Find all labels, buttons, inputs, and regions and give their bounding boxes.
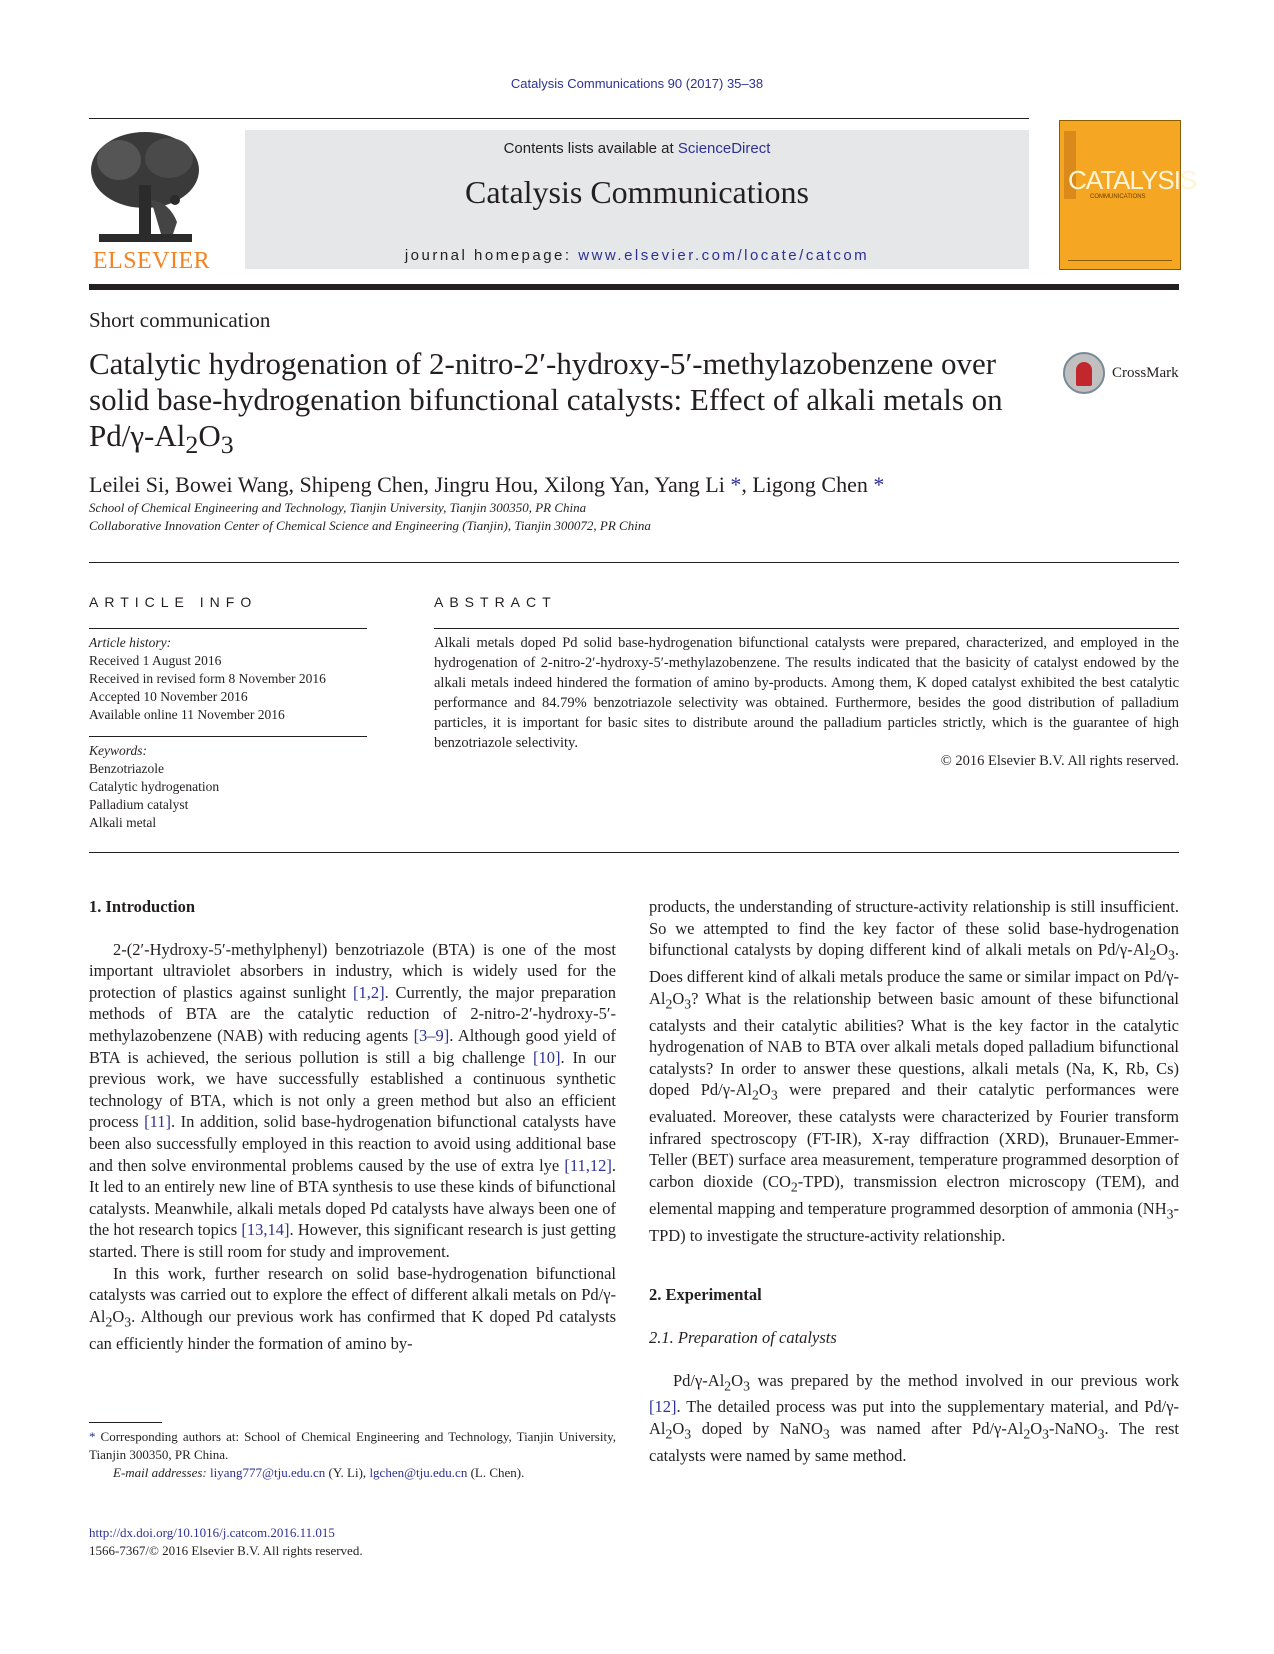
ref-link[interactable]: [3–9] [413, 1025, 450, 1045]
intro-paragraph-2: In this work, further research on solid base-hydrogenation bifunctional catalysts was carried out to explore the effect of different alkali metals on $Pd/\gamma-Al_2O_3$. Although our previous work has confirmed that K doped Pd catalysts can efficiently hinder the formation of amino by- [89, 1263, 616, 1353]
issn-line: 1566-7367/© 2016 Elsevier B.V. All rights reserved. [89, 1543, 363, 1558]
cover-title: CATALYSIS [1068, 165, 1197, 195]
email-footnote: E-mail addresses: liyang777@tju.edu.cn (Y. Li), lgchen@tju.edu.cn (L. Chen). [113, 1465, 525, 1480]
rule-below-abstract [89, 852, 1179, 853]
article-history [89, 634, 367, 724]
top-rule [89, 118, 1029, 119]
corresponding-star-1[interactable]: * [730, 472, 742, 497]
affiliation-2: Collaborative Innovation Center of Chemical Science and Engineering (Tianjin), Tianjin 300072, PR China [89, 518, 651, 533]
left-column [89, 896, 616, 1354]
elsevier-logo[interactable] [89, 130, 214, 274]
rule-above-info [89, 562, 1179, 563]
keyword-item: Benzotriazole [89, 761, 164, 776]
history-online: Available online 11 November 2016 [89, 707, 285, 722]
cover-subtitle: COMMUNICATIONS [1090, 194, 1146, 200]
elsevier-wordmark: ELSEVIER [92, 248, 211, 274]
journal-banner [245, 130, 1029, 269]
ref-link[interactable]: [12] [649, 1397, 677, 1417]
contents-line: Contents lists available at ScienceDirect [503, 140, 771, 157]
keywords-label: Keywords: [89, 743, 147, 758]
intro-heading: 1. Introduction [89, 897, 196, 916]
author-list: Leilei Si, Bowei Wang, Shipeng Chen, Jingru Hou, Xilong Yan, Yang Li *, Ligong Chen * [89, 472, 885, 497]
right-column [649, 896, 1179, 1467]
article-info-rule [89, 628, 367, 629]
crossmark-badge[interactable] [1063, 352, 1183, 398]
email-link-chen[interactable]: lgchen@tju.edu.cn [369, 1465, 468, 1480]
preparation-paragraph: $Pd/\gamma-Al_2O_3$ was prepared by the method involved in our previous work [12]. The detailed process was put into the supplementary material, and $Pd/\gamma-Al_2O_3$ doped by NaNO$_3$ was named after $Pd/\gamma-Al_2O_3-NaNO_3$. The rest catalysts were named by same method. [649, 1370, 1179, 1465]
history-revised: Received in revised form 8 November 2016 [89, 671, 326, 686]
doi-block [89, 1524, 363, 1560]
keyword-item: Catalytic hydrogenation [89, 779, 220, 794]
header-thick-rule [89, 284, 1179, 290]
journal-reference[interactable]: Catalysis Communications 90 (2017) 35–38 [510, 76, 764, 91]
affiliation-1: School of Chemical Engineering and Technology, Tianjin University, Tianjin 300350, PR China [89, 500, 587, 515]
crossmark-label: CrossMark [1112, 365, 1179, 381]
ref-link[interactable]: [10] [533, 1047, 561, 1067]
crossmark-icon [1063, 352, 1105, 394]
intro-paragraph-1: 2-(2′-Hydroxy-5′-methylphenyl) benzotriazole (BTA) is one of the most important ultraviolet absorbers in industry, which is widely used for the protection of plastics against sunlight [1,2]. Currently, the major preparation methods of BTA are the catalytic reduction of 2-nitro-2′-hydroxy-5′-methylazobenzene (NAB) with reducing agents [3–9]. Although good yield of BTA is achieved, the serious pollution is still a big challenge [10]. In our previous work, we have successfully established a continuous synthetic technology of BTA, which is not only a green method but also an efficient process [11]. In addition, solid base-hydrogenation bifunctional catalysts have been also successfully employed in this reaction to avoid using additional base and then solve environmental problems caused by the use of extra lye [11,12]. It led to an entirely new line of BTA synthesis to use these kinds of bifunctional catalysts. Meanwhile, alkali metals doped Pd catalysts have always been one of the hot research topics [13,14]. However, this significant research is just getting started. There is still room for study and improvement. [89, 939, 617, 1261]
history-received: Received 1 August 2016 [89, 653, 222, 668]
email-link-li[interactable]: liyang777@tju.edu.cn [210, 1465, 326, 1480]
article-title: Catalytic hydrogenation of 2-nitro-2′-hydroxy-5′-methylazobenzene over solid base-hydrogenation bifunctional catalysts: Effect of alkali metals on $Pd/\gamma-Al_2O_3$ [89, 346, 1003, 460]
ref-link[interactable]: [1,2] [353, 982, 385, 1002]
history-accepted: Accepted 10 November 2016 [89, 689, 248, 704]
keyword-item: Alkali metal [89, 815, 157, 830]
history-rule [89, 736, 367, 737]
keywords [89, 742, 367, 832]
ref-link[interactable]: [11] [144, 1112, 171, 1132]
abstract-copyright: © 2016 Elsevier B.V. All rights reserved. [940, 753, 1179, 769]
article-type: Short communication [89, 308, 271, 332]
journal-cover[interactable] [1059, 120, 1197, 270]
homepage-link[interactable]: www.elsevier.com/locate/catcom [578, 247, 870, 264]
abstract-text: Alkali metals doped Pd solid base-hydrogenation bifunctional catalysts were prepared, characterized, and employed in the hydrogenation of 2-nitro-2′-hydroxy-5′-methylazobenzene. The results indicated that the basicity of catalyst endowed by the alkali metals indeed hindered the formation of amino by-products. Among them, K doped catalyst exhibited the best catalytic performance and 84.79% benzotriazole selectivity was obtained. Furthermore, besides the good distribution of palladium particles, it is important for basic sites to distribute around the palladium particles strictly, which is the guarantee of high benzotriazole selectivity. [434, 635, 1179, 751]
cover-rule [1068, 260, 1172, 261]
experimental-heading: 2. Experimental [649, 1285, 762, 1305]
ref-link[interactable]: [13,14] [241, 1220, 290, 1240]
footnote [89, 1428, 616, 1482]
keyword-item: Palladium catalyst [89, 797, 189, 812]
elsevier-tree-icon [89, 130, 202, 244]
ref-link[interactable]: [11,12] [564, 1155, 612, 1175]
doi-link[interactable]: http://dx.doi.org/10.1016/j.catcom.2016.11.015 [89, 1525, 335, 1540]
corresponding-star-2[interactable]: * [873, 472, 885, 497]
abstract-rule [434, 628, 1179, 629]
preparation-subheading: 2.1. Preparation of catalysts [649, 1327, 837, 1347]
footnote-rule [89, 1422, 162, 1423]
abstract-heading: ABSTRACT [434, 594, 557, 610]
history-label: Article history: [89, 635, 172, 650]
intro-paragraph-2-cont: products, the understanding of structure-activity relationship is still insufficient. So we attempted to find the key factor of these solid base-hydrogenation bifunctional catalysts by doping different kind of alkali metals on $Pd/\gamma-Al_2O_3$. Does different kind of alkali metals produce the same or similar impact on $Pd/\gamma-Al_2O_3$? What is the relationship between basic amount of these bifunctional catalysts and their catalytic abilities? What is the key factor in the catalytic hydrogenation of NAB to BTA over alkali metals doped palladium bifunctional catalysts? In order to answer these questions, alkali metals (Na, K, Rb, Cs) doped $Pd/\gamma-Al_2O_3$ were prepared and their catalytic performances were evaluated. Moreover, these catalysts were characterized by Fourier transform infrared spectroscopy (FT-IR), X-ray diffraction (XRD), Brunauer-Emmer-Teller (BET) surface area measurement, temperature programmed desorption of carbon dioxide $(CO_2-TPD)$, transmission electron microscopy (TEM), and elemental mapping and temperature programmed desorption of ammonia $(NH_3-TPD)$ to investigate the structure-activity relationship. [649, 897, 1179, 1245]
journal-name: Catalysis Communications [465, 174, 809, 210]
article-info-heading: ARTICLE INFO [89, 594, 258, 610]
homepage-line: journal homepage: www.elsevier.com/locate/catcom [404, 247, 870, 264]
sciencedirect-link[interactable]: ScienceDirect [677, 140, 771, 157]
corresponding-footnote: * Corresponding authors at: School of Chemical Engineering and Technology, Tianjin University, Tianjin 300350, PR China. [89, 1429, 616, 1462]
